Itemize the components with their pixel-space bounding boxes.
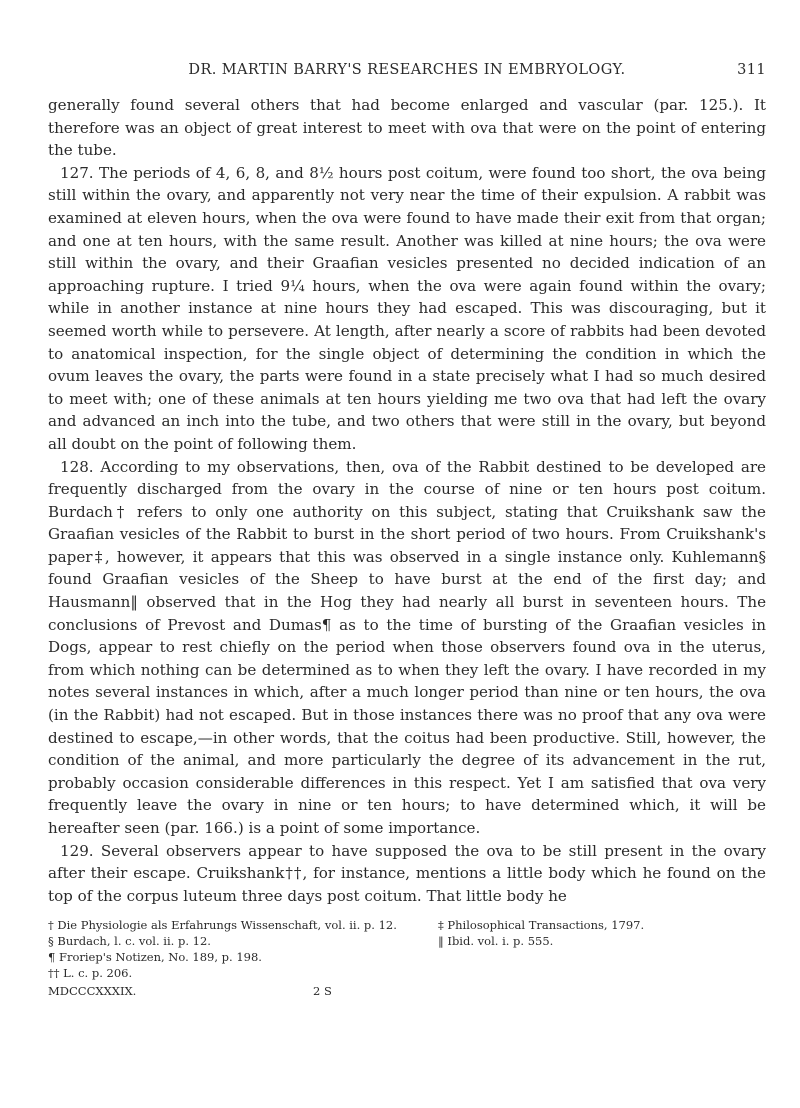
footnote-section: § Burdach, l. c. vol. ii. p. 12. [48, 934, 211, 949]
paragraph-continued: generally found several others that had become enlarged and vascular (par. 125.). It therefore was an object of great interest to meet with ova that were on the point of entering the tube. [48, 96, 766, 160]
sheet-mark: 2 S [313, 984, 332, 999]
footnotes [48, 917, 766, 981]
footnote-parallel: ‖ Ibid. vol. i. p. 555. [438, 934, 554, 949]
page-number: 311 [737, 62, 766, 78]
paragraph-129: 129. Several observers appear to have supposed the ova to be still present in the ovary after their escape. Cruikshank††, for instance, mentions a little body which he found on the top of the corpus luteum three days post coitum. That little body he [48, 841, 766, 905]
signature-line [48, 983, 766, 999]
running-header [48, 62, 766, 82]
footnote-dagger: † Die Physiologie als Erfahrungs Wissenschaft, vol. ii. p. 12. [48, 918, 397, 933]
running-title: DR. MARTIN BARRY'S RESEARCHES IN EMBRYOLOGY. [188, 62, 626, 78]
footnote-double-dagger: ‡ Philosophical Transactions, 1797. [438, 918, 645, 933]
paragraph-127: 127. The periods of 4, 6, 8, and 8½ hours post coitum, were found too short, the ova being still within the ovary, and apparently not very near the time of their expulsion. A rabbit was examined at eleven hours, when the ova were found to have made their exit from that organ; and one at ten hours, with the same result. Another was killed at nine hours; the ova were still within the ovary, and their Graafian vesicles presented no decided indication of an approaching rupture. I tried 9¼ hours, when the ova were again found within the ovary; while in another instance at nine hours they had escaped. This was discouraging, but it seemed worth while to persevere. At length, after nearly a score of rabbits had been devoted to anatomical inspection, for the single object of determining the condition in which the ovum leaves the ovary, the parts were found in a state precisely what I had so much desired to meet with; one of these animals at ten hours yielding me two ova that had left the ovary and advanced an inch into the tube, and two others that were still in the ovary, but beyond all doubt on the point of following them. [48, 163, 766, 453]
page [48, 62, 766, 999]
footnote-double-dagger-2: †† L. c. p. 206. [48, 966, 133, 981]
year-signature: MDCCCXXXIX. [48, 984, 137, 999]
footnote-row [48, 917, 766, 933]
body-text [48, 94, 766, 907]
paragraph-128: 128. According to my observations, then, ova of the Rabbit destined to be developed are frequently discharged from the ovary in the course of nine or ten hours post coitum. Burdach† refers to only one authority on this subject, stating that Cruikshank saw the Graafian vesicles of the Rabbit to burst in the short period of two hours. From Cruikshank's paper‡, however, it appears that this was observed in a single instance only. Kuhlemann§ found Graafian vesicles of the Sheep to have burst at the end of the first day; and Hausmann‖ observed that in the Hog they had nearly all burst in seventeen hours. The conclusions of Prevost and Dumas¶ as to the time of bursting of the Graafian vesicles in Dogs, appear to rest chiefly on the period when those observers found ova in the uterus, from which nothing can be determined as to when they left the ovary. I have recorded in my notes several instances in which, after a much longer period than nine or ten hours, the ova (in the Rabbit) had not escaped. But in those instances there was no proof that any ova were destined to escape,—in other words, that the coitus had been productive. Still, however, the condition of the animal, and more particularly the degree of its advancement in the rut, probably occasion considerable differences in this respect. Yet I am satisfied that ova very frequently leave the ovary in nine or ten hours; to have determined which, it will be hereafter seen (par. 166.) is a point of some importance. [48, 457, 766, 837]
footnote-pilcrow: ¶ Froriep's Notizen, No. 189, p. 198. [48, 950, 262, 965]
footnote-row [48, 933, 766, 949]
